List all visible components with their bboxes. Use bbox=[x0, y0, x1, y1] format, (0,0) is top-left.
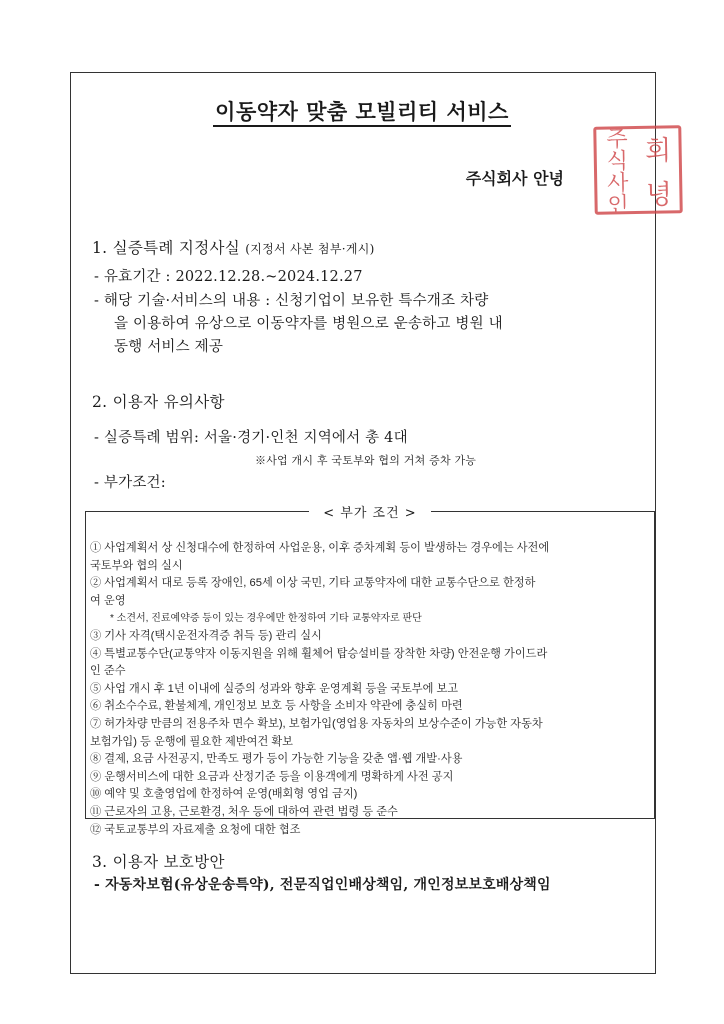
list-item: ⑦ 허가차량 만큼의 전용주차 면수 확보), 보험가입(영업용 자동차의 보상수준이 가능한 자동차 bbox=[90, 717, 543, 730]
list-item: ⑧ 결제, 요금 사전공지, 만족도 평가 등이 가능한 기능을 갖춘 앱·웹 개발·사용 bbox=[90, 753, 463, 766]
list-item: ④ 특별교통수단(교통약자 이동지원을 위해 휠체어 탑승설비를 장착한 차량) 안전운행 가이드라 bbox=[90, 647, 548, 660]
list-item: 인 준수 bbox=[90, 665, 126, 678]
validity-period: - 유효기간 : 2022.12.28.~2024.12.27 bbox=[94, 269, 363, 285]
scope-note: ※사업 개시 후 국토부와 협의 거쳐 증차 가능 bbox=[255, 454, 477, 467]
user-protection-content: - 자동차보험(유상운송특약), 전문직업인배상책임, 개인정보보호배상책임 bbox=[94, 877, 551, 893]
conditions-box-title: < 부가 조건 > bbox=[86, 502, 654, 521]
service-content-line1: - 해당 기술·서비스의 내용 : 신청기업이 보유한 특수개조 차량 bbox=[94, 293, 489, 309]
section3-heading: 3. 이용자 보호방안 bbox=[92, 853, 225, 871]
list-item: ① 사업계획서 상 신청대수에 한정하여 사업운용, 이후 증차계획 등이 발생하는 경우에는 사전에 bbox=[90, 542, 550, 554]
company-name: 주식회사 안녕 bbox=[465, 169, 564, 188]
list-item: ⑥ 취소수수료, 환불체계, 개인정보 보호 등 사항을 소비자 약관에 충실히 마련 bbox=[90, 700, 463, 713]
pilot-scope: - 실증특례 범위: 서울·경기·인천 지역에서 총 4대 bbox=[94, 430, 408, 446]
list-item: 여 운영 bbox=[90, 594, 126, 607]
list-item: ⑫ 국토교통부의 자료제출 요청에 대한 협조 bbox=[90, 823, 301, 836]
service-content-line3: 동행 서비스 제공 bbox=[114, 339, 224, 355]
company-seal-stamp: 주식 회 사인 녕 bbox=[593, 125, 683, 215]
document-title: 이동약자 맞춤 모빌리티 서비스 bbox=[0, 96, 724, 126]
extra-conditions-label: - 부가조건: bbox=[94, 475, 166, 491]
section1-heading: 1. 실증특례 지정사실 (지정서 사본 첨부·게시) bbox=[92, 239, 375, 257]
list-item: ⑤ 사업 개시 후 1년 이내에 실증의 성과와 향후 운영계획 등을 국토부에 보고 bbox=[90, 682, 459, 695]
list-item: 국토부와 협의 실시 bbox=[90, 559, 183, 572]
list-item: ③ 기사 자격(택시운전자격증 취득 등) 관리 실시 bbox=[90, 629, 322, 642]
list-item: 보험가입) 등 운행에 필요한 제반여건 확보 bbox=[90, 735, 293, 748]
service-content-line2: 을 이용하여 유상으로 이동약자를 병원으로 운송하고 병원 내 bbox=[114, 316, 503, 332]
list-item: ⑨ 운행서비스에 대한 요금과 산정기준 등을 이용객에게 명확하게 사전 공지 bbox=[90, 770, 454, 783]
list-item: * 소견서, 진료예약증 등이 있는 경우에만 한정하여 기타 교통약자로 판단 bbox=[110, 613, 422, 625]
section2-heading: 2. 이용자 유의사항 bbox=[92, 393, 225, 411]
list-item: ⑩ 예약 및 호출영업에 한정하여 운영(배회형 영업 금지) bbox=[90, 788, 358, 801]
list-item: ⑪ 근로자의 고용, 근로환경, 처우 등에 대하여 관련 법령 등 준수 bbox=[90, 805, 398, 818]
conditions-list bbox=[90, 540, 650, 839]
list-item: ② 사업계획서 대로 등록 장애인, 65세 이상 국민, 기타 교통약자에 대한 교통수단으로 한정하 bbox=[90, 577, 536, 590]
